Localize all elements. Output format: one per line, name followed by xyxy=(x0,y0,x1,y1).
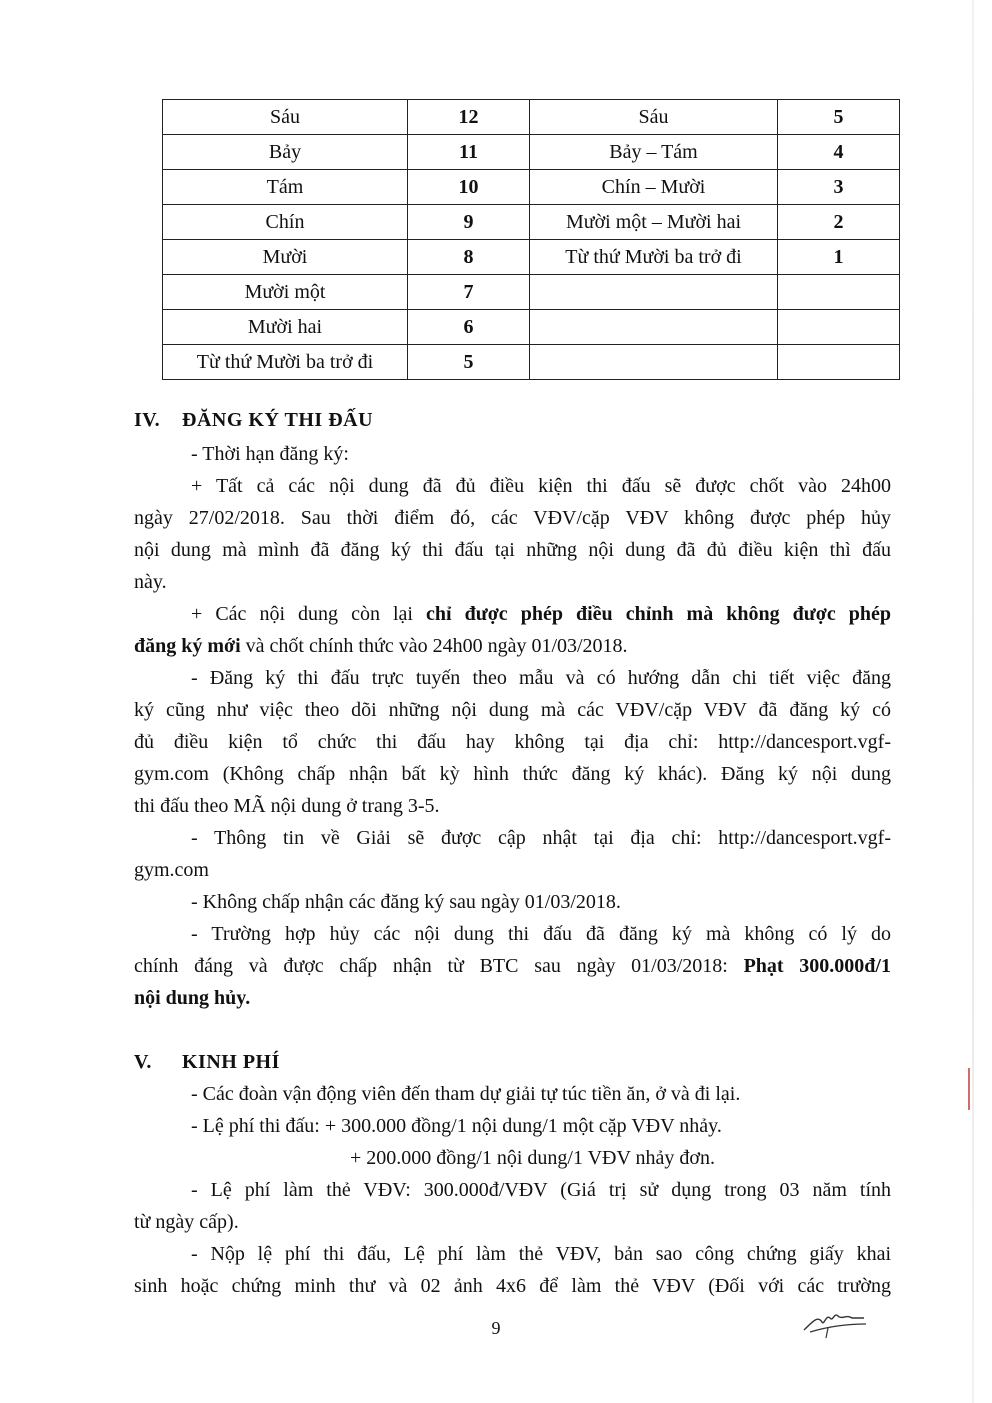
points-cell: 5 xyxy=(408,345,530,380)
table-row xyxy=(163,275,900,310)
page-edge-shadow xyxy=(972,0,974,1403)
table-row xyxy=(163,345,900,380)
paragraph-line: - Đăng ký thi đấu trực tuyến theo mẫu và có hướng dẫn chi tiết việc đăng xyxy=(191,667,891,689)
section-heading-iv: IV. ĐĂNG KÝ THI ĐẤU xyxy=(134,409,374,431)
table-row xyxy=(163,135,900,170)
paragraph-line: - Lệ phí thi đấu: + 300.000 đồng/1 nội dung/1 một cặp VĐV nhảy. xyxy=(191,1115,722,1137)
points-table xyxy=(162,99,900,380)
table-row xyxy=(163,100,900,135)
place-cell: Sáu xyxy=(530,100,778,135)
paragraph-line: nội dung mà mình đã đăng ký thi đấu tại những nội dung đã đủ điều kiện thì đấu xyxy=(134,539,891,561)
paragraph-line: sinh hoặc chứng minh thư và 02 ảnh 4x6 để làm thẻ VĐV (Đối với các trường xyxy=(134,1275,891,1297)
points-cell: 2 xyxy=(778,205,900,240)
paragraph-line: thi đấu theo MÃ nội dung ở trang 3-5. xyxy=(134,795,440,817)
table-row xyxy=(163,310,900,345)
place-cell: Bảy xyxy=(163,135,408,170)
paragraph-line: này. xyxy=(134,571,167,593)
table-row xyxy=(163,170,900,205)
points-cell: 7 xyxy=(408,275,530,310)
paragraph-line: - Các đoàn vận động viên đến tham dự giải tự túc tiền ăn, ở và đi lại. xyxy=(191,1083,741,1105)
paragraph-line: nội dung hủy. xyxy=(134,987,251,1009)
points-cell: 9 xyxy=(408,205,530,240)
paragraph-line: từ ngày cấp). xyxy=(134,1211,239,1233)
paragraph-line: + 200.000 đồng/1 nội dung/1 VĐV nhảy đơn. xyxy=(350,1147,716,1169)
paragraph-line: đăng ký mới và chốt chính thức vào 24h00 ngày 01/03/2018. xyxy=(134,635,628,657)
points-cell xyxy=(778,345,900,380)
points-cell xyxy=(778,275,900,310)
paragraph-line: đủ điều kiện tổ chức thi đấu hay không tại địa chỉ: http://dancesport.vgf- xyxy=(134,731,891,753)
points-cell: 6 xyxy=(408,310,530,345)
place-cell: Chín – Mười xyxy=(530,170,778,205)
place-cell: Sáu xyxy=(163,100,408,135)
section-heading-v: V. KINH PHÍ xyxy=(134,1051,280,1073)
place-cell: Từ thứ Mười ba trở đi xyxy=(163,345,408,380)
points-cell: 3 xyxy=(778,170,900,205)
paragraph-line: + Các nội dung còn lại chỉ được phép điều chỉnh mà không được phép xyxy=(191,603,892,625)
place-cell xyxy=(530,345,778,380)
place-cell: Từ thứ Mười ba trở đi xyxy=(530,240,778,275)
points-cell: 5 xyxy=(778,100,900,135)
place-cell: Mười hai xyxy=(163,310,408,345)
points-cell: 4 xyxy=(778,135,900,170)
page-number: 9 xyxy=(491,1318,501,1338)
paragraph-line: ký cũng như việc theo dõi những nội dung mà các VĐV/cặp VĐV đã đăng ký có xyxy=(134,699,891,721)
place-cell xyxy=(530,275,778,310)
paragraph-line: - Trường hợp hủy các nội dung thi đấu đã đăng ký mà không có lý do xyxy=(191,923,891,945)
paragraph-line: ngày 27/02/2018. Sau thời điểm đó, các VĐV/cặp VĐV không được phép hủy xyxy=(134,507,891,529)
points-cell: 1 xyxy=(778,240,900,275)
margin-mark-icon xyxy=(966,1066,972,1112)
points-cell: 11 xyxy=(408,135,530,170)
place-cell xyxy=(530,310,778,345)
deadline-label: - Thời hạn đăng ký: xyxy=(191,443,349,465)
paragraph-line: - Nộp lệ phí thi đấu, Lệ phí làm thẻ VĐV, bản sao công chứng giấy khai xyxy=(191,1243,891,1265)
paragraph-line: - Không chấp nhận các đăng ký sau ngày 01/03/2018. xyxy=(191,891,621,913)
paragraph-line: chính đáng và được chấp nhận từ BTC sau ngày 01/03/2018: Phạt 300.000đ/1 xyxy=(134,955,891,977)
place-cell: Bảy – Tám xyxy=(530,135,778,170)
points-cell: 12 xyxy=(408,100,530,135)
paragraph-line: gym.com xyxy=(134,859,209,881)
table-row xyxy=(163,205,900,240)
paragraph-line: - Thông tin về Giải sẽ được cập nhật tại địa chỉ: http://dancesport.vgf- xyxy=(191,827,891,849)
points-cell xyxy=(778,310,900,345)
points-cell: 8 xyxy=(408,240,530,275)
table-row xyxy=(163,240,900,275)
points-cell: 10 xyxy=(408,170,530,205)
paragraph-line: gym.com (Không chấp nhận bất kỳ hình thức đăng ký khác). Đăng ký nội dung xyxy=(134,763,891,785)
place-cell: Mười một xyxy=(163,275,408,310)
paragraph-line: + Tất cả các nội dung đã đủ điều kiện thi đấu sẽ được chốt vào 24h00 xyxy=(191,475,891,497)
signature-icon xyxy=(800,1306,870,1342)
place-cell: Mười một – Mười hai xyxy=(530,205,778,240)
paragraph-line: - Lệ phí làm thẻ VĐV: 300.000đ/VĐV (Giá trị sử dụng trong 03 năm tính xyxy=(191,1179,891,1201)
place-cell: Chín xyxy=(163,205,408,240)
place-cell: Tám xyxy=(163,170,408,205)
place-cell: Mười xyxy=(163,240,408,275)
